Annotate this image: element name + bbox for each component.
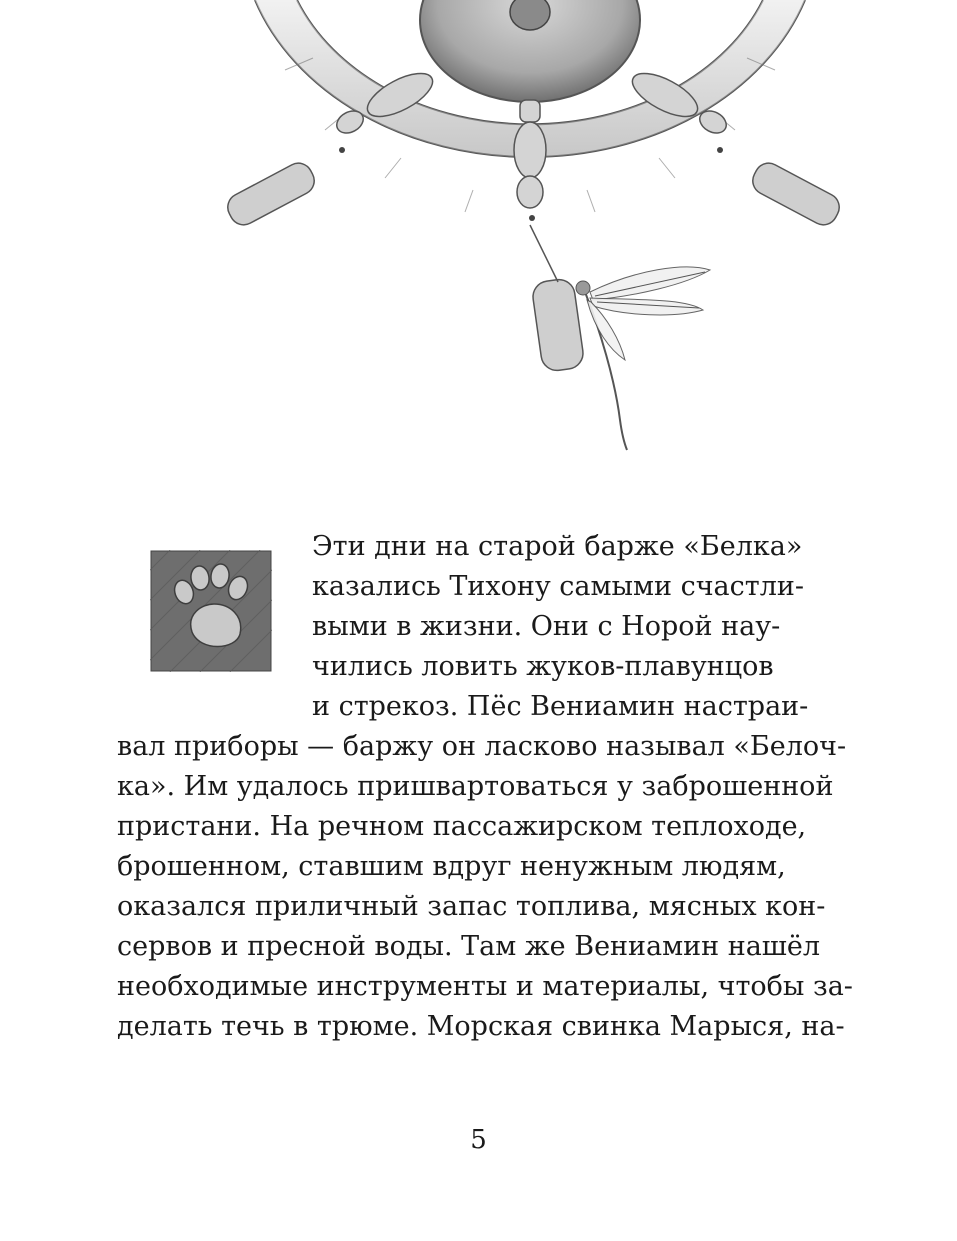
- text-line-10: оказался приличный запас топлива, мясных кон-: [117, 891, 826, 922]
- text-line-5: и стрекоз. Пёс Вениамин настраи-: [312, 691, 809, 722]
- text-line-4: чились ловить жуков-плавунцов: [312, 651, 774, 682]
- text-line-6: вал приборы — баржу он ласково называл «Белоч-: [117, 731, 847, 762]
- text-line-2: казались Тихону самыми счастли-: [312, 571, 804, 602]
- text-line-1: Эти дни на старой барже «Белка»: [312, 531, 803, 562]
- text-line-11: сервов и пресной воды. Там же Вениамин нашёл: [117, 931, 821, 962]
- text-line-8: пристани. На речном пассажирском теплоходе,: [117, 811, 807, 842]
- text-line-12: необходимые инструменты и материалы, чтобы за-: [117, 971, 853, 1002]
- text-line-9: брошенном, ставшим вдруг ненужным людям,: [117, 851, 786, 882]
- page-number: 5: [470, 1125, 487, 1155]
- ship-wheel-illustration: [215, 0, 850, 455]
- text-line-7: ка». Им удалось пришвартоваться у заброшенной: [117, 771, 834, 802]
- paw-print-icon: [150, 550, 272, 672]
- text-line-3: выми в жизни. Они с Норой нау-: [312, 611, 781, 642]
- text-line-13: делать течь в трюме. Морская свинка Марыся, на-: [117, 1011, 845, 1042]
